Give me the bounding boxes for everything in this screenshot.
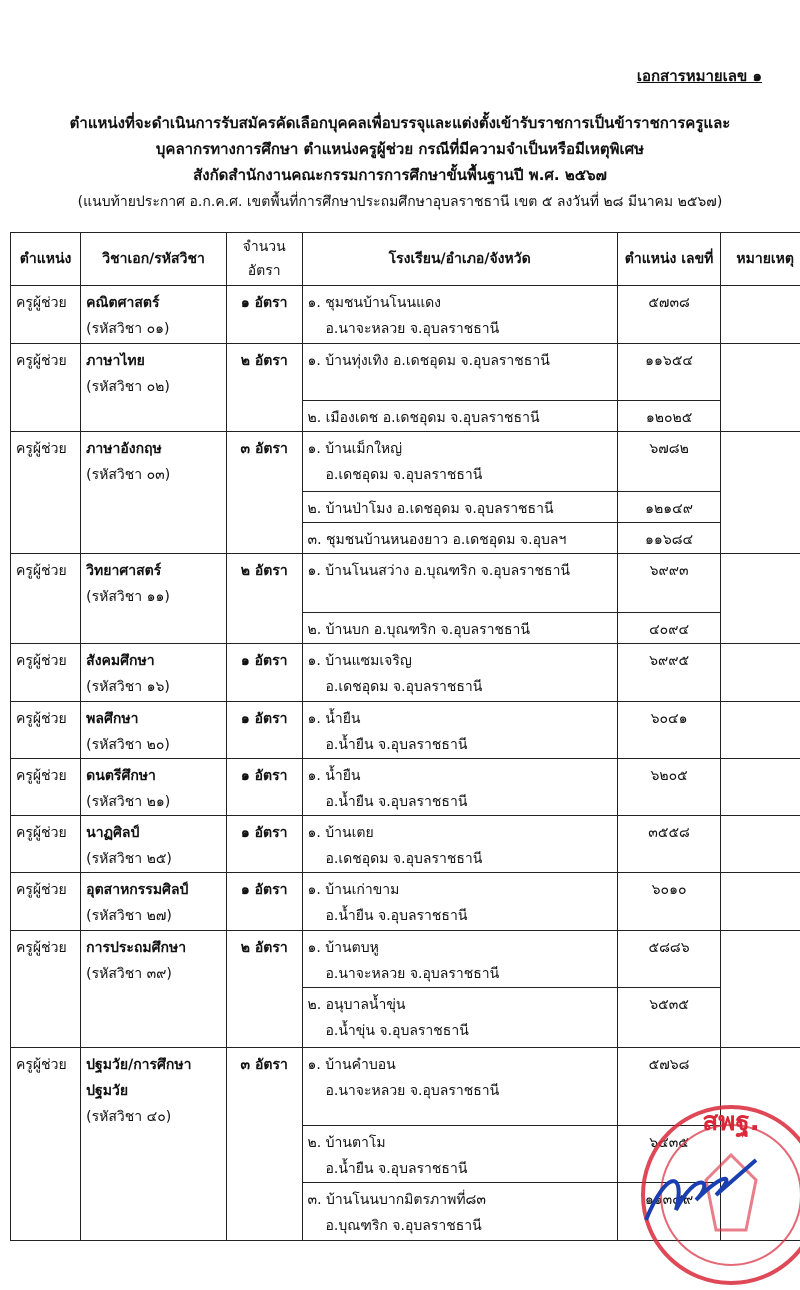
remark-cell xyxy=(721,816,800,873)
school-name: ๒. บ้านป่าโมง อ.เดชอุดม จ.อุบลราชธานี xyxy=(308,501,554,517)
subject-name: สังคมศึกษา xyxy=(86,653,154,669)
header-position: ตำแหน่ง xyxy=(11,233,81,286)
position-number-cell: ๑๑๖๕๔ xyxy=(617,344,721,401)
school-name: ๑. น้ำยืน xyxy=(308,768,361,784)
subject-cell xyxy=(81,432,227,554)
header-count: จำนวนอัตรา xyxy=(226,233,302,286)
subject-name: ปฐมวัย/การศึกษาปฐมวัย xyxy=(86,1057,191,1099)
school-location: อ.เดชอุดม จ.อุบลราชธานี xyxy=(308,462,612,488)
remark-cell xyxy=(721,759,800,816)
subject-cell xyxy=(81,344,227,432)
position-number-cell: ๖๕๓๕ xyxy=(617,988,721,1048)
count-cell: ๑ อัตรา xyxy=(226,286,302,344)
position-number-cell: ๑๑๖๘๔ xyxy=(617,523,721,554)
subject-name: ดนตรีศึกษา xyxy=(86,768,156,784)
position-cell: ครูผู้ช่วย xyxy=(11,873,81,931)
school-cell xyxy=(302,523,617,554)
school-cell xyxy=(302,492,617,523)
school-cell xyxy=(302,613,617,644)
subject-cell xyxy=(81,554,227,644)
subject-code: (รหัสวิชา ๐๓) xyxy=(86,467,170,483)
position-cell: ครูผู้ช่วย xyxy=(11,344,81,432)
school-name: ๑. บ้านแซมเจริญ xyxy=(308,653,412,669)
position-cell: ครูผู้ช่วย xyxy=(11,554,81,644)
position-cell: ครูผู้ช่วย xyxy=(11,1048,81,1241)
school-location: อ.นาจะหลวย จ.อุบลราชธานี xyxy=(308,1078,612,1104)
count-cell: ๑ อัตรา xyxy=(226,644,302,702)
school-location: อ.น้ำยืน จ.อุบลราชธานี xyxy=(308,1156,612,1182)
count-cell: ๑ อัตรา xyxy=(226,702,302,759)
school-location: อ.บุณฑริก จ.อุบลราชธานี xyxy=(308,1213,612,1239)
title-line-3: สังกัดสำนักงานคณะกรรมการการศึกษาขั้นพื้นฐานปี พ.ศ. ๒๕๖๗ xyxy=(0,162,800,188)
school-location: อ.นาจะหลวย จ.อุบลราชธานี xyxy=(308,961,612,987)
table-row xyxy=(11,702,800,759)
subject-name: อุตสาหกรรมศิลป์ xyxy=(86,882,188,898)
header-school: โรงเรียน/อำเภอ/จังหวัด xyxy=(302,233,617,286)
table-row xyxy=(11,432,800,492)
position-number-cell: ๔๐๙๔ xyxy=(617,613,721,644)
school-name: ๑. บ้านเก่าขาม xyxy=(308,882,400,898)
subject-code: (รหัสวิชา ๑๑) xyxy=(86,589,170,605)
subject-cell xyxy=(81,759,227,816)
subject-code: (รหัสวิชา ๐๑) xyxy=(86,321,169,337)
subject-code: (รหัสวิชา ๒๗) xyxy=(86,908,172,924)
school-name: ๑. บ้านคำบอน xyxy=(308,1057,396,1073)
count-cell: ๑ อัตรา xyxy=(226,873,302,931)
subject-code: (รหัสวิชา ๒๑) xyxy=(86,794,170,810)
school-cell xyxy=(302,286,617,344)
count-cell: ๑ อัตรา xyxy=(226,816,302,873)
position-cell: ครูผู้ช่วย xyxy=(11,644,81,702)
subject-cell xyxy=(81,286,227,344)
position-cell: ครูผู้ช่วย xyxy=(11,286,81,344)
position-number-cell: ๕๘๘๖ xyxy=(617,931,721,988)
remark-cell xyxy=(721,644,800,702)
position-number-cell: ๑๒๑๔๙ xyxy=(617,492,721,523)
title-line-1: ตำแหน่งที่จะดำเนินการรับสมัครคัดเลือกบุคคลเพื่อบรรจุและแต่งตั้งเข้ารับราชการเป็นข้าราชการครูและ xyxy=(0,110,800,136)
count-cell: ๒ อัตรา xyxy=(226,554,302,644)
school-name: ๑. ชุมชนบ้านโนนแดง xyxy=(308,295,442,311)
subject-cell xyxy=(81,644,227,702)
school-cell xyxy=(302,816,617,873)
subject-cell xyxy=(81,702,227,759)
position-number-cell: ๕๗๖๘ xyxy=(617,1048,721,1126)
school-location: อ.น้ำขุ่น จ.อุบลราชธานี xyxy=(308,1018,612,1044)
subject-code: (รหัสวิชา ๑๖) xyxy=(86,679,170,695)
school-location: อ.นาจะหลวย จ.อุบลราชธานี xyxy=(308,316,612,342)
school-name: ๒. บ้านตาโม xyxy=(308,1135,386,1151)
table-row xyxy=(11,344,800,401)
school-location: อ.น้ำยืน จ.อุบลราชธานี xyxy=(308,789,612,815)
remark-cell xyxy=(721,554,800,644)
school-name: ๑. บ้านตบหู xyxy=(308,940,379,956)
position-cell: ครูผู้ช่วย xyxy=(11,432,81,554)
subject-code: (รหัสวิชา ๐๒) xyxy=(86,379,170,395)
remark-cell xyxy=(721,702,800,759)
position-cell: ครูผู้ช่วย xyxy=(11,759,81,816)
school-location: อ.น้ำยืน จ.อุบลราชธานี xyxy=(308,903,612,929)
school-cell xyxy=(302,401,617,432)
school-name: ๒. อนุบาลน้ำขุ่น xyxy=(308,997,406,1013)
count-cell: ๑ อัตรา xyxy=(226,759,302,816)
position-number-cell: ๑๑๓๘๙ xyxy=(617,1183,721,1241)
school-location: อ.เดชอุดม จ.อุบลราชธานี xyxy=(308,674,612,700)
school-name: ๑. บ้านโนนสว่าง อ.บุณฑริก จ.อุบลราชธานี xyxy=(308,563,571,579)
school-location: อ.เดชอุดม จ.อุบลราชธานี xyxy=(308,846,612,872)
subject-cell xyxy=(81,816,227,873)
school-cell xyxy=(302,931,617,988)
school-name: ๒. เมืองเดช อ.เดชอุดม จ.อุบลราชธานี xyxy=(308,410,540,426)
table-row xyxy=(11,644,800,702)
school-name: ๑. น้ำยืน xyxy=(308,711,361,727)
subject-code: (รหัสวิชา ๒๐) xyxy=(86,737,170,753)
subject-cell xyxy=(81,931,227,1048)
subject-code: (รหัสวิชา ๓๙) xyxy=(86,966,172,982)
subject-cell xyxy=(81,1048,227,1241)
document-number: เอกสารหมายเลข ๑ xyxy=(637,64,762,88)
count-cell: ๒ อัตรา xyxy=(226,344,302,432)
school-cell xyxy=(302,873,617,931)
stamp-text: สพฐ. xyxy=(702,1107,759,1139)
school-name: ๓. ชุมชนบ้านหนองยาว อ.เดชอุดม จ.อุบลฯ xyxy=(308,532,567,548)
school-cell xyxy=(302,554,617,613)
school-name: ๑. บ้านทุ่งเทิง อ.เดชอุดม จ.อุบลราชธานี xyxy=(308,353,550,369)
remark-cell xyxy=(721,344,800,432)
remark-cell xyxy=(721,931,800,1048)
position-number-cell: ๑๒๐๒๕ xyxy=(617,401,721,432)
school-cell xyxy=(302,1048,617,1126)
table-row xyxy=(11,286,800,344)
count-cell: ๓ อัตรา xyxy=(226,1048,302,1241)
subject-name: พลศึกษา xyxy=(86,711,138,727)
subject-name: นาฏศิลป์ xyxy=(86,825,139,841)
school-cell xyxy=(302,344,617,401)
count-cell: ๓ อัตรา xyxy=(226,432,302,554)
position-number-cell: ๓๕๕๘ xyxy=(617,816,721,873)
position-cell: ครูผู้ช่วย xyxy=(11,931,81,1048)
position-number-cell: ๖๙๙๓ xyxy=(617,554,721,613)
position-number-cell: ๕๗๓๘ xyxy=(617,286,721,344)
position-cell: ครูผู้ช่วย xyxy=(11,816,81,873)
position-number-cell: ๖๐๑๐ xyxy=(617,873,721,931)
subject-code: (รหัสวิชา ๒๕) xyxy=(86,851,172,867)
position-number-cell: ๖๗๘๒ xyxy=(617,432,721,492)
school-name: ๒. บ้านบก อ.บุณฑริก จ.อุบลราชธานี xyxy=(308,622,530,638)
subject-name: ภาษาไทย xyxy=(86,353,145,369)
table-row xyxy=(11,554,800,613)
table-row xyxy=(11,816,800,873)
subject-name: คณิตศาสตร์ xyxy=(86,295,159,311)
position-number-cell: ๖๔๓๕ xyxy=(617,1126,721,1183)
school-cell xyxy=(302,644,617,702)
school-cell xyxy=(302,988,617,1048)
table-row xyxy=(11,873,800,931)
school-location: อ.น้ำยืน จ.อุบลราชธานี xyxy=(308,732,612,758)
position-number-cell: ๖๐๔๑ xyxy=(617,702,721,759)
count-cell: ๒ อัตรา xyxy=(226,931,302,1048)
school-cell xyxy=(302,1183,617,1241)
school-name: ๑. บ้านเตย xyxy=(308,825,374,841)
official-stamp xyxy=(636,1100,800,1290)
subject-name: ภาษาอังกฤษ xyxy=(86,441,162,457)
position-cell: ครูผู้ช่วย xyxy=(11,702,81,759)
remark-cell xyxy=(721,873,800,931)
school-cell xyxy=(302,1126,617,1183)
title-line-2: บุคลากรทางการศึกษา ตำแหน่งครูผู้ช่วย กรณีที่มีความจำเป็นหรือมีเหตุพิเศษ xyxy=(0,136,800,162)
school-cell xyxy=(302,759,617,816)
position-number-cell: ๖๒๐๕ xyxy=(617,759,721,816)
position-number-cell: ๖๙๙๕ xyxy=(617,644,721,702)
school-name: ๓. บ้านโนนบากมิตรภาพที่๘๓ xyxy=(308,1192,486,1208)
subtitle: (แนบท้ายประกาศ อ.ก.ค.ศ. เขตพื้นที่การศึกษาประถมศึกษาอุบลราชธานี เขต ๕ ลงวันที่ ๒๘ มีนาคม ๒๕๖๗) xyxy=(0,190,800,214)
remark-cell xyxy=(721,286,800,344)
subject-code: (รหัสวิชา ๔๐) xyxy=(86,1109,171,1125)
table-row xyxy=(11,931,800,988)
subject-name: การประถมศึกษา xyxy=(86,940,186,956)
header-subject: วิชาเอก/รหัสวิชา xyxy=(81,233,227,286)
school-cell xyxy=(302,702,617,759)
header-position-number: ตำแหน่ง เลขที่ xyxy=(617,233,721,286)
subject-name: วิทยาศาสตร์ xyxy=(86,563,161,579)
positions-table xyxy=(10,232,800,1241)
header-remark: หมายเหตุ xyxy=(721,233,800,286)
school-cell xyxy=(302,432,617,492)
table-header-row xyxy=(11,233,800,286)
table-row xyxy=(11,759,800,816)
remark-cell xyxy=(721,432,800,554)
school-name: ๑. บ้านเม็กใหญ่ xyxy=(308,441,403,457)
subject-cell xyxy=(81,873,227,931)
